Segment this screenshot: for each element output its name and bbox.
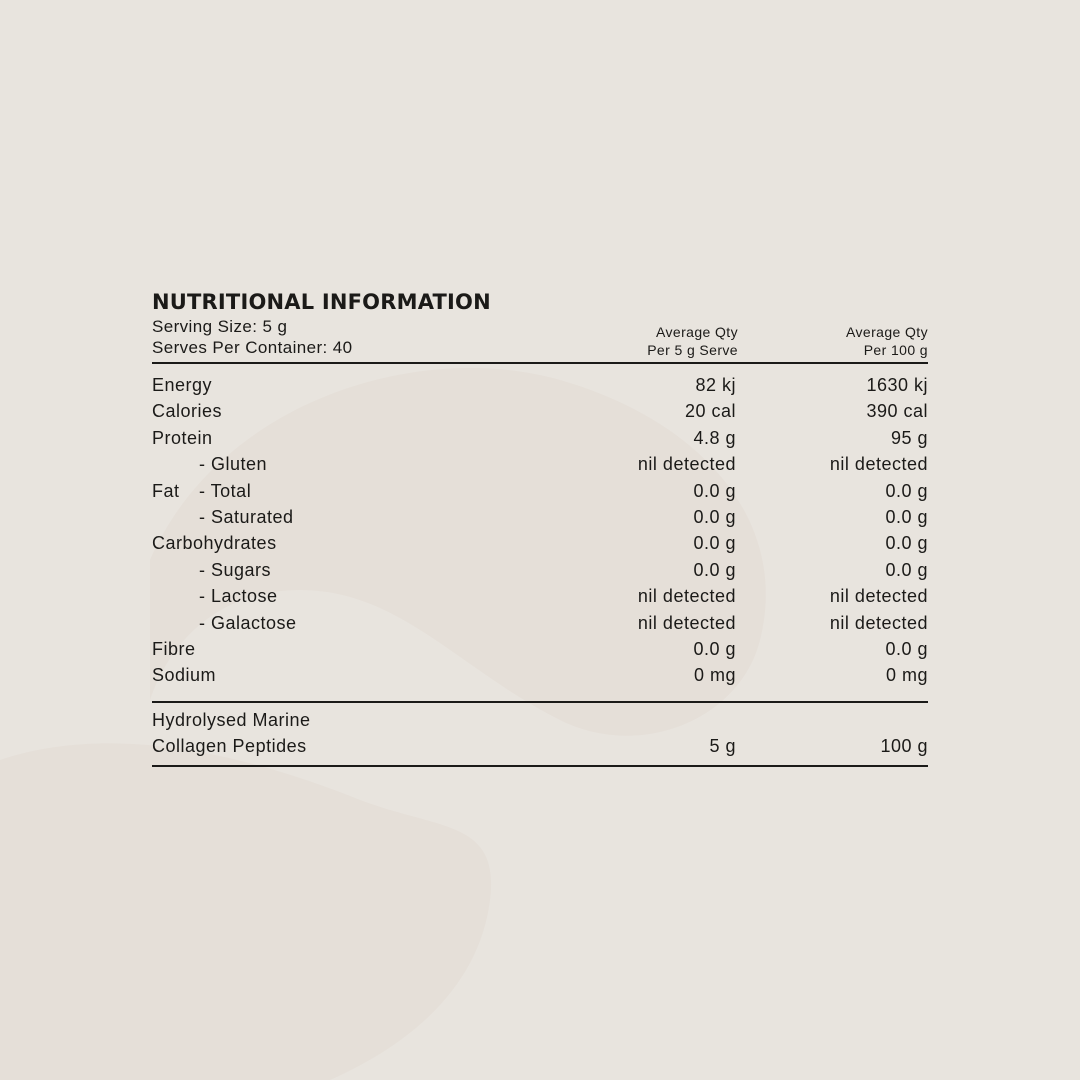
nutrient-row bbox=[152, 398, 928, 424]
nutrient-row bbox=[152, 583, 928, 609]
header-row bbox=[152, 316, 928, 362]
value-per-serve: nil detected bbox=[637, 586, 736, 607]
nutrient-label: Protein bbox=[152, 427, 213, 448]
value-per-serve: nil detected bbox=[637, 454, 736, 475]
collagen-row bbox=[152, 703, 928, 765]
divider-bottom bbox=[152, 765, 928, 767]
nutrient-sublabel: - Saturated bbox=[199, 506, 294, 527]
nutrient-row bbox=[152, 662, 928, 688]
column-header-per-100g: Average Qty Per 100 g bbox=[846, 324, 928, 358]
value-per-serve: 0.0 g bbox=[693, 506, 736, 527]
nutrient-row bbox=[152, 636, 928, 662]
value-per-serve: 4.8 g bbox=[693, 427, 736, 448]
value-per-100g: 0.0 g bbox=[885, 533, 928, 554]
value-per-100g: 0.0 g bbox=[885, 506, 928, 527]
nutrient-row bbox=[152, 451, 928, 477]
panel-title: NUTRITIONAL INFORMATION bbox=[152, 290, 491, 314]
value-per-serve: 0.0 g bbox=[693, 638, 736, 659]
nutrient-label: Carbohydrates bbox=[152, 533, 277, 554]
column-header-per-serve: Average Qty Per 5 g Serve bbox=[647, 324, 738, 358]
value-per-100g: 0.0 g bbox=[885, 638, 928, 659]
value-per-100g: nil detected bbox=[829, 612, 928, 633]
value-per-100g: 0.0 g bbox=[885, 480, 928, 501]
nutrient-label: Fibre bbox=[152, 638, 196, 659]
nutrient-row bbox=[152, 557, 928, 583]
value-per-100g: nil detected bbox=[829, 586, 928, 607]
value-per-serve: 20 cal bbox=[684, 401, 736, 422]
collagen-per-100g: 100 g bbox=[880, 735, 928, 756]
value-per-serve: 0.0 g bbox=[693, 559, 736, 580]
nutrient-row bbox=[152, 425, 928, 451]
value-per-serve: 82 kj bbox=[695, 375, 736, 395]
nutrient-sublabel: - Sugars bbox=[199, 559, 272, 580]
value-per-100g: nil detected bbox=[829, 454, 928, 475]
value-per-serve: 0.0 g bbox=[693, 480, 736, 501]
serving-size: Serving Size: 5 g bbox=[152, 317, 288, 336]
nutrient-label: Calories bbox=[152, 401, 223, 422]
value-per-100g: 0.0 g bbox=[885, 559, 928, 580]
value-per-serve: 0.0 g bbox=[693, 533, 736, 554]
nutrient-rows bbox=[152, 364, 928, 701]
collagen-per-serve: 5 g bbox=[709, 735, 736, 756]
serves-per-container: Serves Per Container: 40 bbox=[152, 338, 353, 357]
nutrient-label: Fat bbox=[152, 480, 180, 501]
collagen-label: Hydrolysed Marine Collagen Peptides bbox=[152, 709, 311, 756]
nutrient-row bbox=[152, 478, 928, 504]
nutrient-sublabel: - Total bbox=[199, 480, 252, 501]
nutrition-table bbox=[152, 288, 928, 767]
nutrient-sublabel: - Galactose bbox=[199, 612, 297, 633]
serving-info bbox=[152, 316, 352, 358]
value-per-100g: 390 cal bbox=[866, 401, 928, 422]
nutrient-row bbox=[152, 372, 928, 398]
value-per-100g: 0 mg bbox=[885, 665, 928, 686]
nutrient-row bbox=[152, 610, 928, 636]
nutrient-row bbox=[152, 504, 928, 530]
value-per-100g: 95 g bbox=[890, 427, 928, 448]
nutrient-sublabel: - Lactose bbox=[199, 586, 278, 607]
value-per-serve: 0 mg bbox=[693, 665, 736, 686]
nutrient-label: Sodium bbox=[152, 665, 217, 686]
nutrient-sublabel: - Gluten bbox=[199, 454, 268, 475]
nutrient-label: Energy bbox=[152, 375, 213, 395]
value-per-serve: nil detected bbox=[637, 612, 736, 633]
nutrient-row bbox=[152, 530, 928, 556]
value-per-100g: 1630 kj bbox=[866, 375, 928, 395]
